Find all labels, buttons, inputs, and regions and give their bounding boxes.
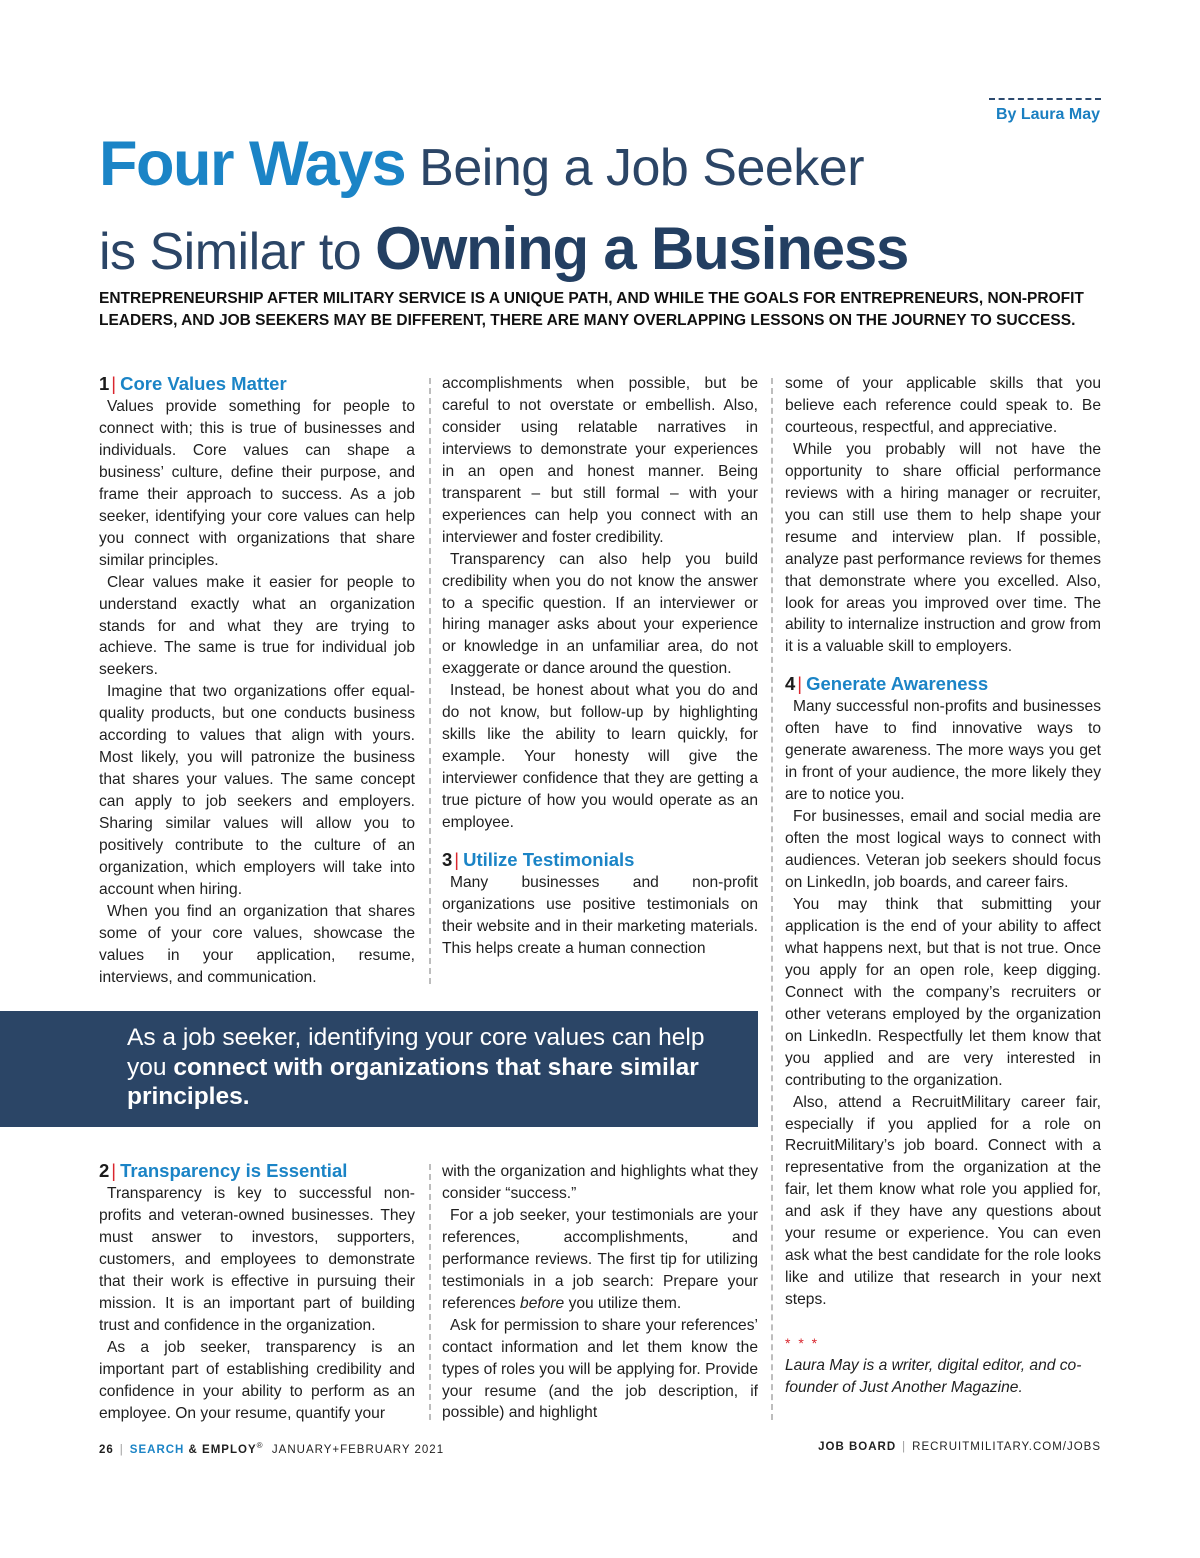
column-3 [785,373,1101,1399]
section-4-heading: 4 | Generate Awareness [785,673,989,695]
dek-intro: ENTREPRENEURSHIP AFTER MILITARY SERVICE IS A UNIQUE PATH, AND WHILE THE GOALS FOR ENTREPRENEURS, NON-PROFIT LEADERS, AND JOB SEEKERS MAY BE DIFFERENT, THERE ARE MANY OVERLAPPING LESSONS ON THE JOURNEY TO SUCCESS. [99,290,1084,329]
section-1-heading: 1 | Core Values Matter [99,373,287,394]
page-number: 26 [99,1443,114,1456]
paragraph: Imagine that two organizations offer equal-quality products, but one conducts business according to values that align with yours. Most likely, you will patronize the business that shares your values. The same concept can apply to job seekers and employers. Sharing similar values will allow you to positively contribute to the culture of an organization, which employers will take into account when hiring. [99,683,415,898]
footer-left: 26 | SEARCH & EMPLOY® JANUARY+FEBRUARY 2021 [99,1441,445,1456]
pull-quote-emphasis: connect with organizations that share similar principles. [127,1053,699,1110]
footer-url: RECRUITMILITARY.COM/JOBS [912,1441,1101,1453]
paragraph: While you probably will not have the opportunity to share official performance reviews with a hiring manager or recruiter, you can still use them to help shape your resume and interview plan. If possible, analyze past performance reviews for themes that demonstrate where you excelled. Also, look for areas you improved over time. The ability to internalize instruction and grow from it is a valuable skill to employers. [785,440,1101,656]
footer-right: JOB BOARD | RECRUITMILITARY.COM/JOBS [818,1441,1101,1453]
paragraph: You may think that submitting your application is the end of your ability to affect what happens next, but that is not true. Once you apply for an open role, keep digging. Connect with the company’s recruiters or other veterans employed by the organization on LinkedIn. Respectfully let them know that you applied and are very interested in contributing to the organization. [785,895,1101,1089]
headline-part-4: Owning a Business [375,215,909,282]
paragraph: Values provide something for people to connect with; this is true of businesses and individuals. Core values can shape a business’ culture, define their purpose, and frame their approach to success. As a job seeker, identifying your core values can help you connect with organizations that share similar principles. [99,398,415,569]
byline: By Laura May [995,106,1100,123]
column-separator [429,378,431,984]
issue-date: JANUARY+FEBRUARY 2021 [271,1443,445,1456]
paragraph: Also, attend a RecruitMilitary career fair, especially if you applied for a role on RecruitMilitary’s job board. Connect with a representative from the organization at the fair, let them know what role you applied for, and ask if they have any questions about your resume or experience. You can even ask what the best candidate for the role looks like and utilize that research in your next steps. [785,1093,1101,1309]
bio-text: Laura May is a writer, digital editor, and co-founder of Just Another Magazine. [785,1357,1082,1396]
paragraph: When you find an organization that shares some of your core values, showcase the values in your application, resume, interviews, and communication. [99,902,415,986]
headline-part-1: Four Ways [99,129,406,199]
paragraph: For a job seeker, your testimonials are your references, accomplishments, and performance reviews. The first tip for utilizing testimonials in a job search: Prepare your references before you utilize them. [442,1206,758,1312]
column-1-bottom [99,1159,415,1424]
paragraph: Instead, be honest about what you do and do not know, but follow-up by highlighting skills like the ability to learn quickly, for example. Your honesty will give the interviewer confidence that they are getting a true picture of how you would operate as an employee. [442,682,758,832]
byline-dashed-rule [989,98,1101,100]
column-2-top [442,373,758,960]
headline-part-2: Being a Job Seeker [405,139,865,197]
magazine-name-employ: & EMPLOY [184,1443,257,1456]
section-label: JOB BOARD [818,1441,897,1453]
section-3-heading: 3 | Utilize Testimonials [442,849,635,871]
paragraph: some of your applicable skills that you believe each reference could speak to. Be courteous, respectful, and appreciative. [785,375,1101,436]
paragraph: Transparency is key to successful non-profits and veteran-owned businesses. They must answer to investors, supporters, customers, and employees to demonstrate that their work is effective in pursuing their mission. It is an important part of building trust and confidence in the organization. [99,1185,415,1334]
paragraph: Clear values make it easier for people to understand exactly what an organization stands for and what they are trying to achieve. The same is true for individual job seekers. [99,573,415,679]
column-separator [771,378,773,1420]
paragraph: Ask for permission to share your references’ contact information and let them know the types of roles you will be applying for. Provide your resume (and the job description, if possible) and highlight [442,1316,758,1422]
column-separator [429,1164,431,1420]
pull-quote-text: As a job seeker, identifying your core values can help you [127,1024,705,1081]
headline [99,130,1109,299]
column-2-bottom [442,1161,758,1424]
headline-part-3: is Similar to [99,223,376,281]
section-2-heading: 2 | Transparency is Essential [99,1160,348,1181]
column-1-top [99,372,415,989]
paragraph: with the organization and highlights what they consider “success.” [442,1163,758,1202]
paragraph: Transparency can also help you build credibility when you do not know the answer to a specific question. If an interviewer or hiring manager asks about your experience or knowledge in an unfamiliar area, do not exaggerate or dance around the question. [442,550,758,678]
paragraph: As a job seeker, transparency is an important part of establishing credibility and confidence in your ability to perform as an employee. On your resume, quantify your [99,1338,415,1422]
paragraph: accomplishments when possible, but be careful to not overstate or embellish. Also, consider using relatable narratives in interviews to demonstrate your experiences in an open and honest manner. Being transparent – but still formal – with your experiences can help you connect with an interviewer and foster credibility. [442,375,758,546]
author-bio [785,1333,1101,1399]
stars-divider: * * * [785,1335,820,1352]
pull-quote [0,1011,758,1127]
paragraph: Many successful non-profits and businesses often have to find innovative ways to generate awareness. The more ways you get in front of your audience, the more likely they are to notice you. [785,698,1101,804]
paragraph: For businesses, email and social media are often the most logical ways to connect with audiences. Veteran job seekers should focus on LinkedIn, job boards, and career fairs. [785,808,1101,892]
magazine-name-search: SEARCH [129,1443,185,1456]
paragraph: Many businesses and non-profit organizations use positive testimonials on their website and in their marketing materials. This helps create a human connection [442,874,758,957]
